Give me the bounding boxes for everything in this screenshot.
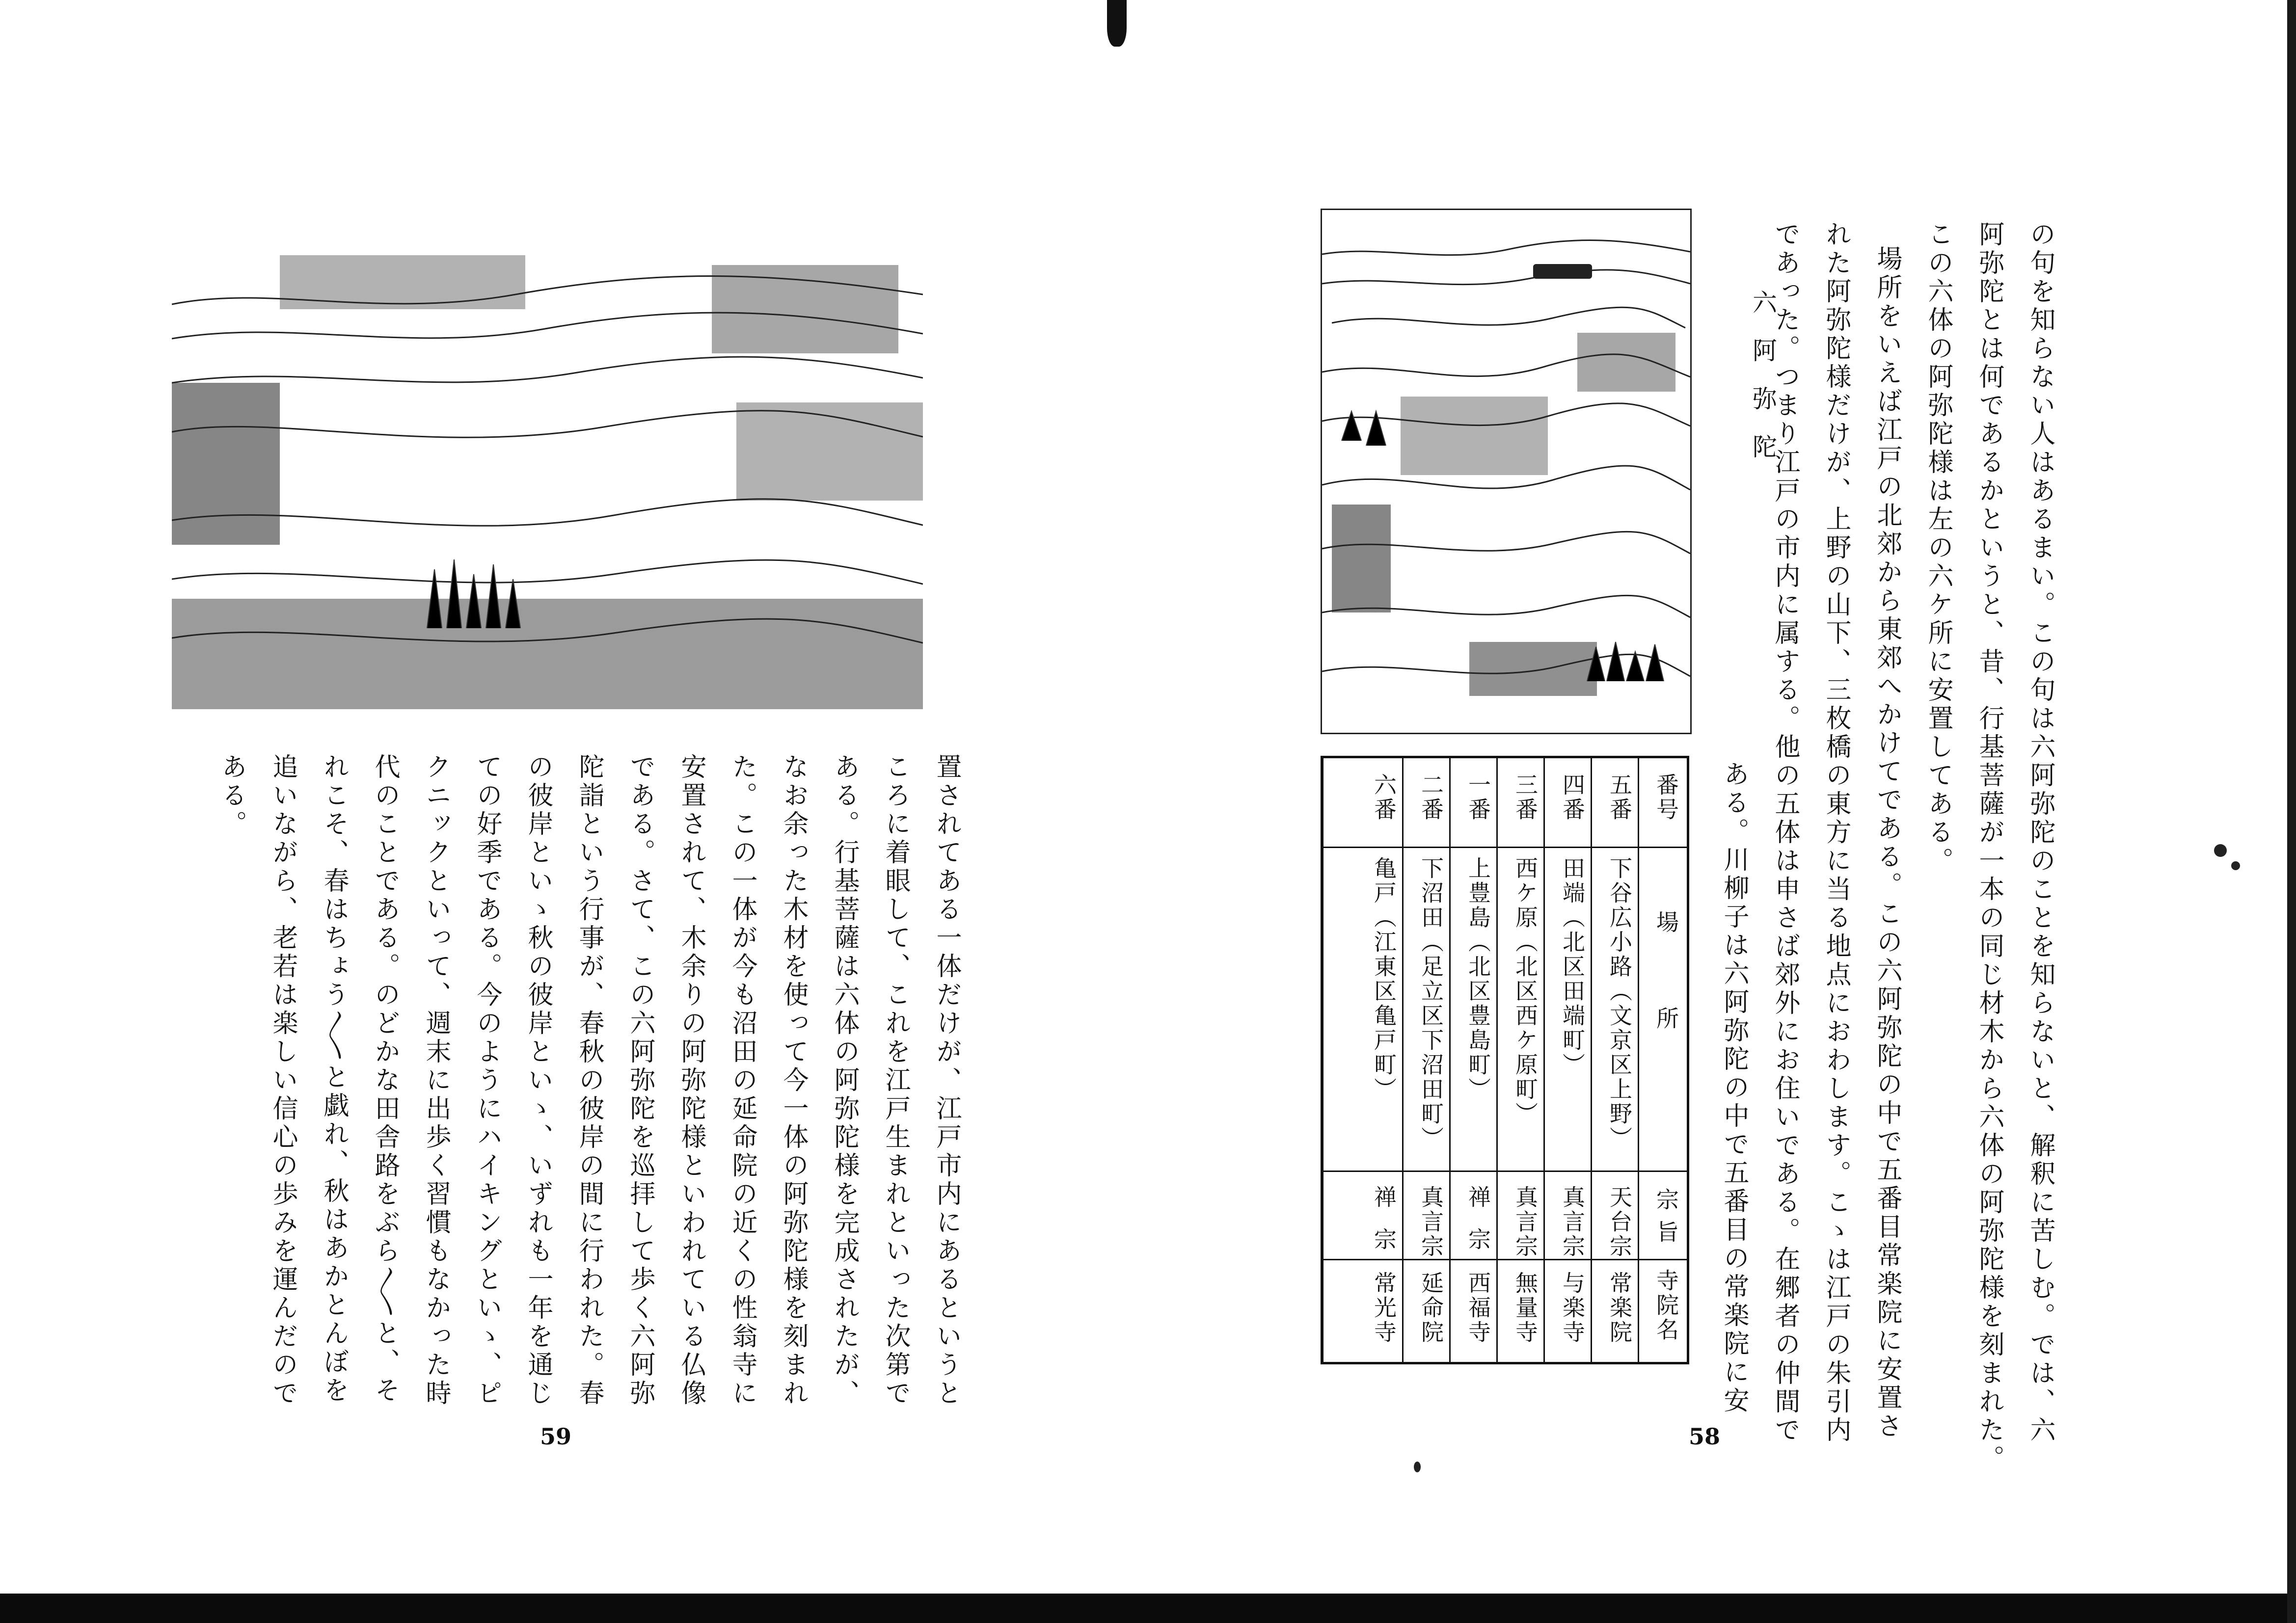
body-text-column: 置されてある一体だけが、江戸市内にあるというと	[932, 753, 961, 1408]
edo-landscape-illustration-left	[172, 226, 923, 709]
table-rule	[1324, 1171, 1687, 1172]
body-text-column: 安置されて、木余りの阿弥陀様といわれている仏像	[676, 753, 706, 1408]
table-cell-temple: 無量寺	[1512, 1271, 1539, 1345]
temple-table	[1321, 756, 1689, 1364]
table-cell-sect: 真言宗	[1512, 1185, 1539, 1259]
body-text-column: の彼岸といゝ秋の彼岸といゝ、いずれも一年を通じ	[523, 753, 553, 1408]
body-text-column: 場所をいえば江戸の北郊から東郊へかけてである。この六阿弥陀の中で五番目常楽院に安置さ	[1872, 245, 1902, 1441]
table-cell-sect: 真言宗	[1559, 1185, 1586, 1259]
scan-border-bottom	[0, 1594, 2296, 1623]
table-cell-place: 西ケ原（北区西ケ原町）	[1512, 856, 1539, 1126]
body-text-column: 追いながら、老若は楽しい信心の歩みを運んだので	[268, 753, 297, 1408]
table-header-temple: 寺院名	[1653, 1269, 1679, 1342]
table-cell-temple: 与楽寺	[1559, 1271, 1586, 1345]
body-text-column: なお余った木材を使って今一体の阿弥陀様を刻まれ	[779, 753, 808, 1408]
table-cell-number: 五番	[1606, 773, 1633, 822]
table-cell-number: 一番	[1465, 773, 1491, 822]
table-cell-place: 下谷広小路（文京区上野）	[1606, 856, 1633, 1151]
table-divider	[1543, 758, 1545, 1362]
body-text-column: の句を知らない人はあるまい。この句は六阿弥陀のことを知らないと、解釈に苦しむ。では、六	[2026, 221, 2055, 1445]
body-text-column: ある。川柳子は六阿弥陀の中で五番目の常楽院に安	[1719, 761, 1749, 1415]
table-divider	[1496, 758, 1498, 1362]
table-cell-place: 下沼田（足立区下沼田町）	[1418, 856, 1444, 1151]
body-text-column: 陀詣という行事が、春秋の彼岸の間に行われた。春	[574, 753, 604, 1408]
page-number-right: 58	[1689, 1423, 1721, 1450]
table-cell-number: 四番	[1559, 773, 1586, 822]
table-divider	[1449, 758, 1451, 1362]
binding-gutter-mark	[1107, 0, 1127, 47]
table-cell-sect: 禅宗	[1465, 1185, 1491, 1270]
table-cell-temple: 延命院	[1418, 1271, 1444, 1345]
table-cell-sect: 真言宗	[1418, 1185, 1444, 1259]
table-divider	[1591, 758, 1592, 1362]
table-cell-number: 六番	[1371, 773, 1397, 822]
scan-speck	[2231, 861, 2240, 870]
table-cell-place: 上豊島（北区豊島町）	[1465, 856, 1491, 1102]
body-text-column: ての好季である。今のようにハイキングといゝ、ピ	[472, 753, 502, 1408]
body-text-column: れこそ、春はちょう〳〵と戯れ、秋はあかとんぼを	[319, 753, 349, 1405]
body-text-column: 代のことである。のどかな田舎路をぶら〳〵と、そ	[370, 753, 400, 1405]
table-cell-temple: 常楽院	[1606, 1271, 1633, 1345]
landscape-engraving	[172, 226, 923, 709]
scan-speck	[2214, 844, 2227, 857]
body-text-column: である。さて、この六阿弥陀を巡拝して歩く六阿弥	[625, 753, 655, 1408]
body-text-column: であった。つまり江戸の市内に属する。他の五体は申さば郊外にお住いである。在郷者の仲間で	[1770, 221, 1800, 1445]
table-header-number: 番号	[1653, 773, 1679, 822]
table-header-sect: 宗旨	[1653, 1188, 1679, 1252]
body-text-column: ある。行基菩薩は六体の阿弥陀様を完成されたが、	[830, 753, 859, 1408]
body-text-column: クニックといって、週末に出歩く習慣もなかった時	[421, 753, 451, 1408]
table-divider	[1402, 758, 1404, 1362]
body-text-column: ころに着眼して、これを江戸生まれといった次第で	[881, 753, 910, 1408]
table-cell-number: 三番	[1512, 773, 1539, 822]
table-cell-temple: 西福寺	[1465, 1271, 1491, 1345]
table-cell-temple: 常光寺	[1371, 1271, 1397, 1345]
body-text-column: た。この一体が今も沼田の延命院の近くの性翁寺に	[728, 753, 757, 1408]
scan-border-right	[2287, 0, 2296, 1623]
body-text-column: れた阿弥陀様だけが、上野の山下、三枚橋の東方に当る地点におわします。こゝは江戸の朱引内	[1821, 221, 1851, 1445]
illustration-caption: 六阿弥陀	[1749, 290, 1777, 482]
body-text-column: 阿弥陀とは何であるかというと、昔、行基菩薩が一本の同じ材木から六体の阿弥陀様を刻まれた。	[1974, 221, 2004, 1473]
table-cell-sect: 天台宗	[1606, 1185, 1633, 1259]
table-cell-place: 田端（北区田端町）	[1559, 856, 1586, 1077]
body-text-column: この六体の阿弥陀様は左の六ケ所に安置してある。	[1923, 221, 1953, 876]
table-cell-sect: 禅宗	[1371, 1185, 1397, 1270]
table-cell-number: 二番	[1418, 773, 1444, 822]
landscape-engraving	[1322, 210, 1690, 733]
body-text-column: ある。	[217, 753, 246, 839]
table-divider	[1638, 758, 1639, 1362]
table-rule	[1324, 847, 1687, 848]
page-number-left: 59	[540, 1423, 572, 1450]
table-cell-place: 亀戸（江東区亀戸町）	[1371, 856, 1397, 1102]
edo-landscape-illustration-right	[1321, 209, 1692, 734]
table-header-place: 場所	[1653, 910, 1679, 1103]
scan-speck	[1414, 1462, 1421, 1472]
